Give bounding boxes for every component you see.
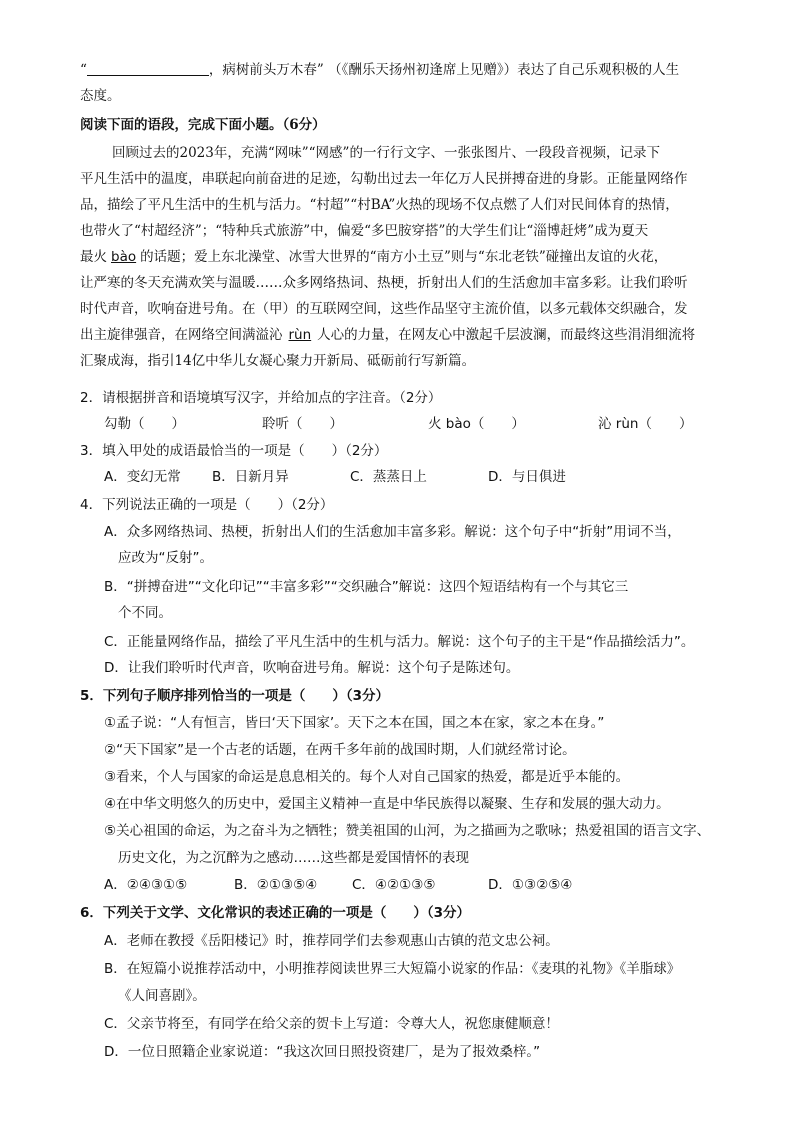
pinyin-bao: bào — [111, 249, 137, 265]
q4-option-b-cont: 个不同。 — [118, 605, 172, 621]
q5-sentence-5: ⑤关心祖国的命运，为之奋斗为之牺牲；赞美祖国的山河，为之描画为之歌咏；热爱祖国的语言文字、 — [104, 823, 711, 839]
q5-option-c[interactable]: C．④②①③⑤ — [352, 877, 436, 893]
passage-text: 的话题；爱上东北澡堂、冰雪大世界的“南方小土豆”则与“东北老铁”碰撞出友谊的火花， — [140, 249, 668, 265]
passage-text: 出主旋律强音，在网络空间满溢沁 — [80, 327, 283, 343]
q5-sentence-3: ③看来，个人与国家的命运是息息相关的。每个人对自己国家的热爱，都是近乎本能的。 — [104, 769, 630, 785]
question-4: 4．下列说法正确的一项是（ ）（2分） — [80, 497, 334, 513]
question-6: 6．下列关于文学、文化常识的表述正确的一项是（ ）（3分） — [80, 905, 471, 921]
q4-option-a-cont: 应改为“反射”。 — [118, 550, 213, 566]
question-2: 2．请根据拼音和语境填写汉字，并给加点的字注音。（2分） — [80, 390, 442, 406]
question-5: 5．下列句子顺序排列恰当的一项是（ ）（3分） — [80, 688, 390, 704]
q2-item-4[interactable]: 沁 rùn（ ） — [598, 416, 693, 432]
q6-option-b-cont: 《人间喜剧》。 — [118, 988, 206, 1004]
q4-option-b[interactable]: B．“拼搏奋进”“文化印记”“丰富多彩”“交织融合”解说：这四个短语结构有一个与其它三 — [104, 579, 629, 595]
passage-line-5 — [80, 244, 730, 270]
open-quote: “ — [80, 62, 87, 78]
q5-sentence-2: ②“天下国家”是一个古老的话题，在两千多年前的战国时期，人们就经常讨论。 — [104, 742, 576, 758]
answer-blank[interactable] — [87, 61, 209, 76]
q5-option-d[interactable]: D．①③②⑤④ — [488, 877, 573, 893]
q6-option-b[interactable]: B．在短篇小说推荐活动中，小明推荐阅读世界三大短篇小说家的作品：《麦琪的礼物》《羊脂球》 — [104, 961, 681, 977]
poem-fill-line — [80, 57, 730, 83]
pinyin-run: rùn — [288, 327, 312, 343]
poem-fill-line-2: 态度。 — [80, 88, 121, 104]
q5-option-a[interactable]: A．②④③①⑤ — [104, 877, 188, 893]
q4-option-c[interactable]: C．正能量网络作品，描绘了平凡生活中的生机与活力。解说：这个句子的主干是“作品描绘活力”。 — [104, 634, 695, 650]
q2-item-3[interactable]: 火 bào（ ） — [428, 416, 525, 432]
q2-item-2[interactable]: 聆听（ ） — [262, 416, 343, 432]
section-heading: 阅读下面的语段，完成下面小题。（6分） — [80, 117, 326, 133]
passage-line-2: 平凡生活中的温度，串联起向前奋进的足迹，勾勒出过去一年亿万人民拼搏奋进的身影。正能量网络作 — [80, 171, 688, 187]
passage-text: 最火 — [80, 249, 107, 265]
passage-line-7: 时代声音，吹响奋进号角。在（甲）的互联网空间，这些作品坚守主流价值，以多元载体交织融合，发 — [80, 301, 688, 317]
q5-sentence-4: ④在中华文明悠久的历史中，爱国主义精神一直是中华民族得以凝聚、生存和发展的强大动力。 — [104, 796, 670, 812]
q5-sentence-1: ①孟子说：“人有恒言，皆曰‘天下国家’。天下之本在国，国之本在家，家之本在身。” — [104, 715, 605, 731]
q6-option-c[interactable]: C．父亲节将至，有同学在给父亲的贺卡上写道：令尊大人，祝您康健顺意！ — [104, 1016, 559, 1032]
q5-option-b[interactable]: B．②①③⑤④ — [234, 877, 318, 893]
q3-option-c[interactable]: C．蒸蒸日上 — [350, 469, 427, 485]
q3-option-d[interactable]: D．与日俱进 — [488, 469, 566, 485]
passage-line-9: 汇聚成海，指引14亿中华儿女凝心聚力开新局、砥砺前行写新篇。 — [80, 353, 476, 369]
q2-item-1[interactable]: 勾勒（ ） — [104, 416, 185, 432]
passage-line-8 — [80, 322, 730, 348]
q5-sentence-5-cont: 历史文化，为之沉醉为之感动……这些都是爱国情怀的表现 — [118, 850, 469, 866]
q6-option-d[interactable]: D．一位日照籍企业家说道：“我这次回日照投资建厂，是为了报效桑梓。” — [104, 1044, 541, 1060]
q3-option-a[interactable]: A．变幻无常 — [104, 469, 181, 485]
poem-fill-text: ，病树前头万木春” （《酬乐天扬州初逢席上见赠》）表达了自己乐观积极的人生 — [208, 62, 680, 78]
q6-option-a[interactable]: A．老师在教授《岳阳楼记》时，推荐同学们去参观惠山古镇的范文忠公祠。 — [104, 933, 559, 949]
passage-line-6: 让严寒的冬天充满欢笑与温暖……众多网络热词、热梗，折射出人们的生活愈加丰富多彩。让我们聆听 — [80, 275, 688, 291]
q4-option-a[interactable]: A．众多网络热词、热梗，折射出人们的生活愈加丰富多彩。解说：这个句子中“折射”用词不当， — [104, 524, 681, 540]
question-3: 3．填入甲处的成语最恰当的一项是（ ）（2分） — [80, 443, 388, 459]
q4-option-d[interactable]: D．让我们聆听时代声音，吹响奋进号角。解说：这个句子是陈述句。 — [104, 660, 520, 676]
passage-line-4: 也带火了“村超经济”；“特种兵式旅游”中，偏爱“多巴胺穿搭”的大学生们让“淄博赶烤”成为夏天 — [80, 223, 649, 239]
q3-option-b[interactable]: B．日新月异 — [212, 469, 289, 485]
passage-line-1: 回顾过去的2023年，充满“网味”“网感”的一行行文字、一张张图片、一段段音视频，记录下 — [112, 145, 660, 161]
passage-line-3: 品，描绘了平凡生活中的生机与活力。“村超”“村BA”火热的现场不仅点燃了人们对民间体育的热情， — [80, 197, 679, 213]
passage-text: 人心的力量，在网友心中激起千层波澜，而最终这些涓涓细流将 — [317, 327, 696, 343]
